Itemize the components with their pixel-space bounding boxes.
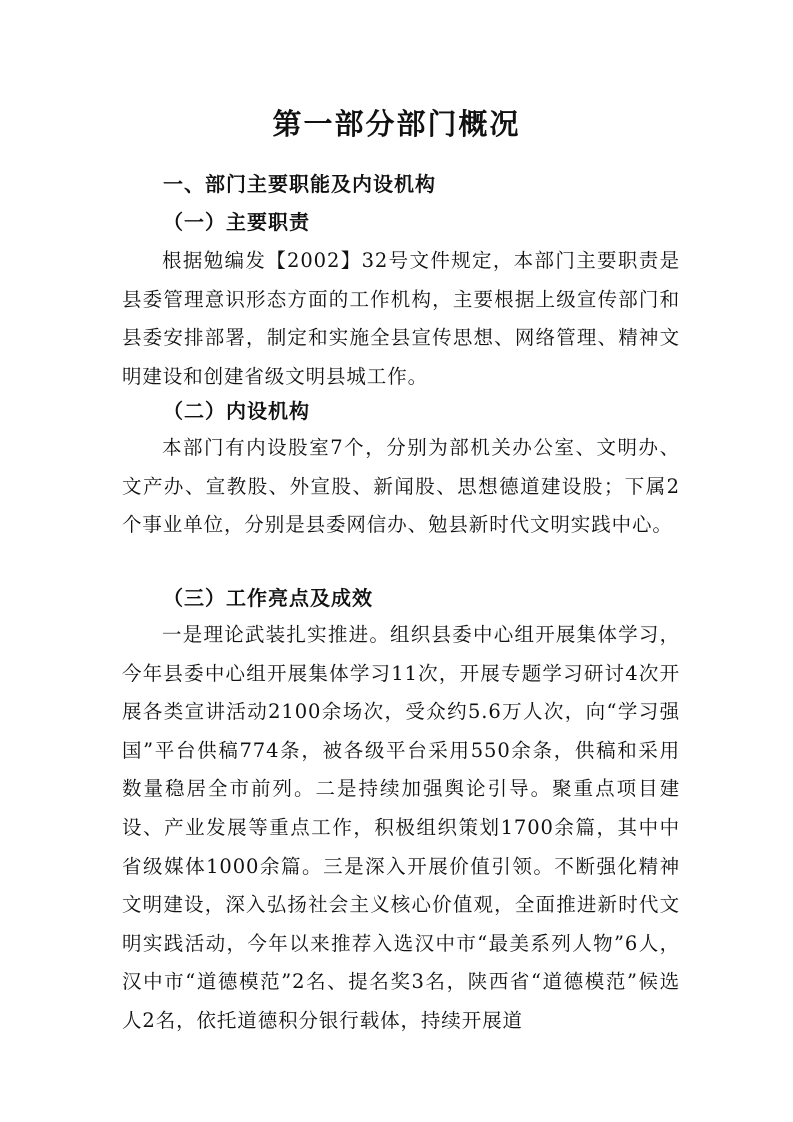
subsection-heading-duties: （一）主要职责 [163, 210, 310, 234]
structure-paragraph: 本部门有内设股室7个，分别为部机关办公室、文明办、文产办、宣教股、外宣股、新闻股、思想德道建设股；下属2个事业单位，分别是县委网信办、勉县新时代文明实践中心。 [122, 436, 680, 537]
section-heading-functions: 一、部门主要职能及内设机构 [163, 172, 436, 196]
duties-paragraph: 根据勉编发【2002】32号文件规定，本部门主要职责是县委管理意识形态方面的工作机构，主要根据上级宣传部门和县委安排部署，制定和实施全县宣传思想、网络管理、精神文明建设和创建省级文明县城工作。 [122, 249, 680, 388]
subsection-heading-highlights: （三）工作亮点及成效 [163, 586, 373, 610]
subsection-heading-structure: （二）内设机构 [163, 399, 310, 423]
page-title: 第一部分部门概况 [272, 107, 521, 141]
highlights-paragraph: 一是理论武装扎实推进。组织县委中心组开展集体学习，今年县委中心组开展集体学习11次，开展专题学习研讨4次开展各类宣讲活动2100余场次，受众约5.6万人次，向“学习强国”平台供稿774条，被各级平台采用550余条，供稿和采用数量稳居全市前列。二是持续加强舆论引导。聚重点项目建设、产业发展等重点工作，积极组织策划1700余篇，其中中省级媒体1000余篇。三是深入开展价值引领。不断强化精神文明建设，深入弘扬社会主义核心价值观，全面推进新时代文明实践活动，今年以来推荐入选汉中市“最美系列人物”6人，汉中市“道德模范”2名、提名奖3名，陕西省“道德模范”候选人2名，依托道德积分银行载体，持续开展道 [122, 623, 680, 1032]
